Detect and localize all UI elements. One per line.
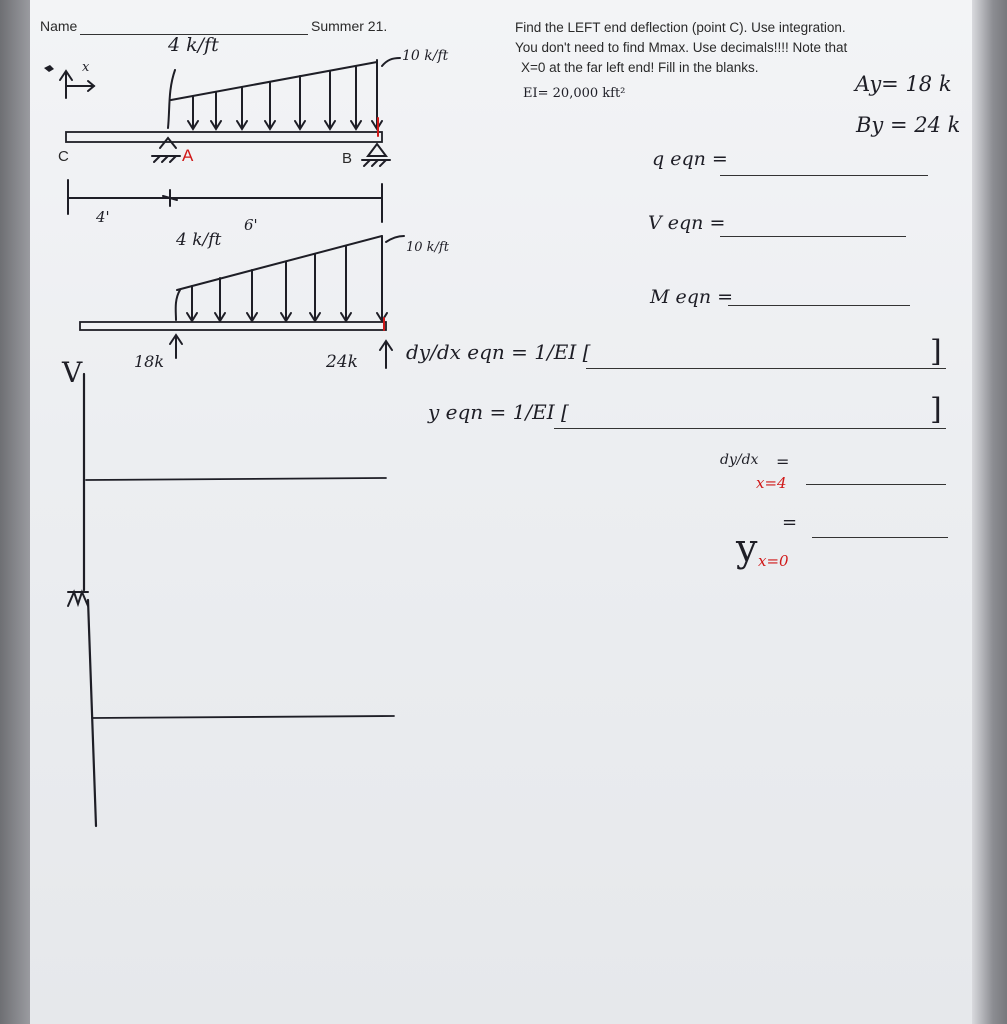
instruction-line-3: X=0 at the far left end! Fill in the blanks.	[521, 60, 759, 75]
slope-eqn-label: dy/dx eqn = 1/EI [	[406, 340, 591, 364]
defl-eqn-label: y eqn = 1/EI [	[428, 400, 569, 424]
v-eqn-blank[interactable]	[720, 236, 906, 237]
v-plot-label: V	[62, 356, 83, 389]
slope-bracket: ]	[930, 334, 942, 369]
slope-at-label: dy/dx	[720, 452, 759, 468]
defl-at-equals: =	[782, 512, 798, 533]
point-a-label: A	[182, 146, 194, 165]
slope-at-sub: x=4	[756, 474, 787, 492]
q-eqn-label: q eqn =	[652, 148, 728, 170]
reaction-ay: Ay= 18 k	[855, 72, 952, 96]
point-b-label: B	[342, 150, 353, 167]
axis-origin-icon	[44, 65, 54, 72]
m-plot-label	[66, 578, 67, 579]
term-label: Summer 21.	[311, 18, 388, 34]
load-right-label: 10 k/ft	[402, 48, 449, 64]
m-eqn-label: M eqn =	[650, 286, 734, 308]
monitor-bezel-left	[0, 0, 30, 1024]
m-eqn-blank[interactable]	[728, 305, 910, 306]
defl-at-blank[interactable]	[812, 537, 948, 538]
beam-diagram-svg	[30, 0, 972, 1024]
reaction-by: By = 24 k	[856, 113, 961, 137]
fbd-load-left-label: 4 k/ft	[176, 230, 222, 250]
worksheet-page	[30, 0, 972, 1024]
monitor-bezel-right	[972, 0, 1007, 1024]
slope-eqn-blank[interactable]	[586, 368, 946, 369]
dim-right-label: 6'	[244, 216, 258, 234]
defl-bracket: ]	[930, 392, 942, 427]
point-c-label: C	[58, 148, 69, 165]
defl-eqn-blank[interactable]	[554, 428, 946, 429]
defl-at-label: y	[736, 526, 758, 570]
slope-at-equals: =	[776, 452, 790, 471]
axis-x-label: x	[82, 60, 90, 75]
instruction-line-2: You don't need to find Mmax. Use decimals!!!! Note that	[515, 40, 848, 55]
defl-at-sub: x=0	[758, 552, 789, 570]
reaction-b-label: 24k	[326, 352, 358, 372]
q-eqn-blank[interactable]	[720, 175, 928, 176]
name-label: Name	[40, 18, 78, 34]
v-eqn-label: V eqn =	[648, 212, 726, 234]
instruction-line-1: Find the LEFT end deflection (point C). Use integration.	[515, 20, 846, 35]
slope-at-blank[interactable]	[806, 484, 946, 485]
fbd-load-right-label: 10 k/ft	[406, 240, 449, 255]
ei-value: EI= 20,000 kft²	[523, 86, 626, 101]
load-left-label: 4 k/ft	[168, 34, 219, 56]
reaction-a-label: 18k	[134, 352, 165, 371]
dim-left-label: 4'	[96, 208, 110, 226]
